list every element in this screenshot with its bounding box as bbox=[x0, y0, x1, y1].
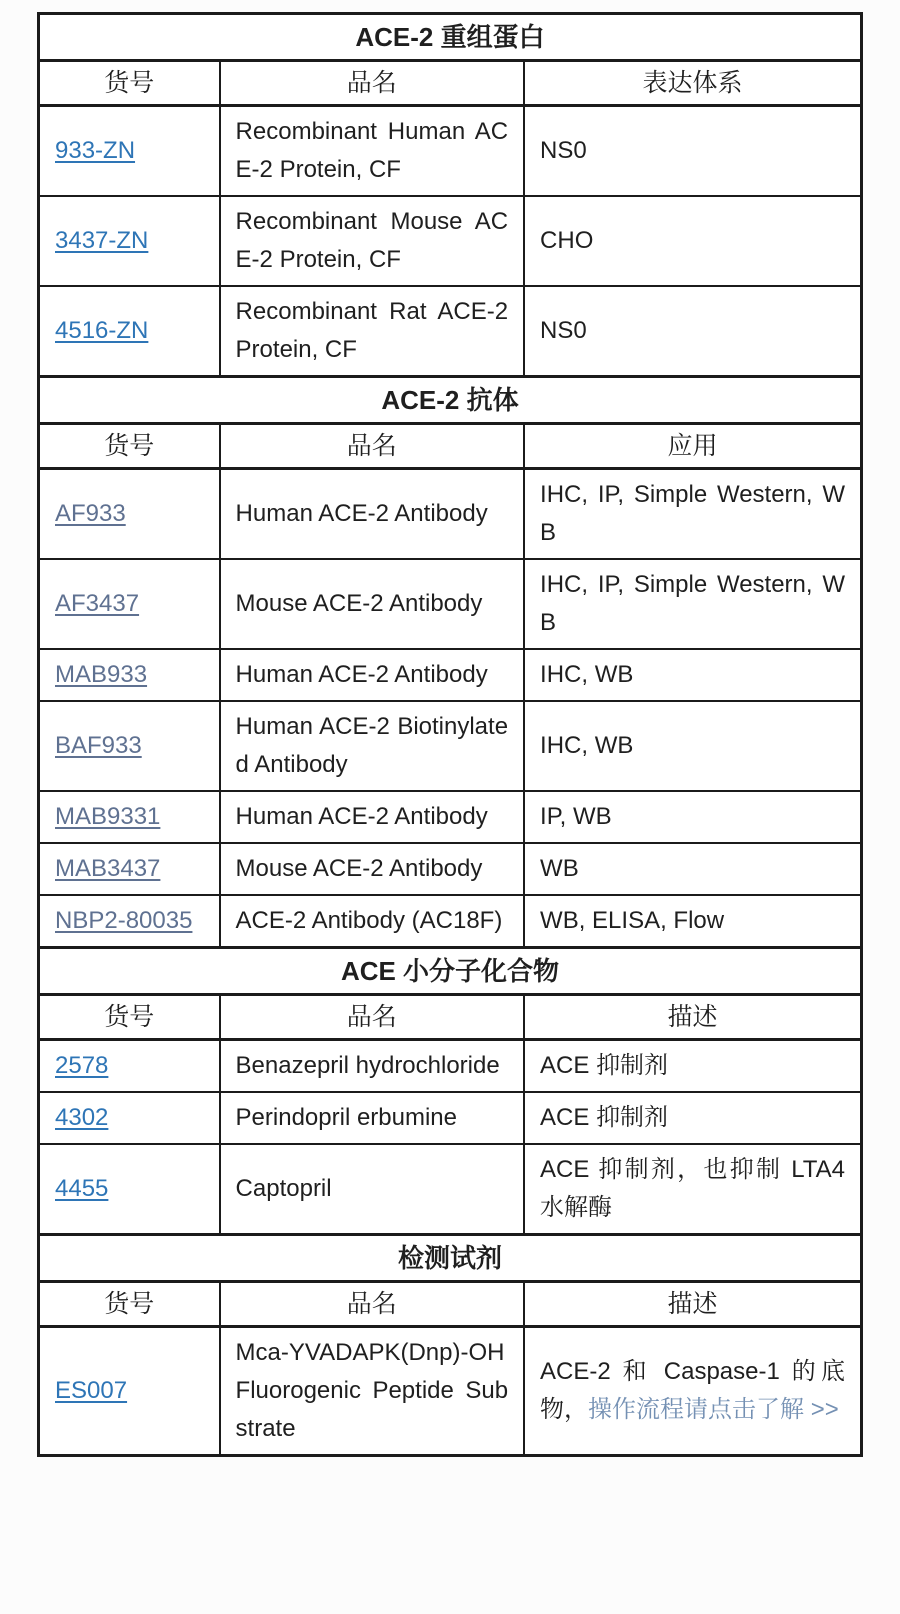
catalog-link[interactable]: AF3437 bbox=[55, 590, 140, 617]
catalog-link[interactable]: 4516-ZN bbox=[55, 317, 149, 344]
catalog-link[interactable]: ES007 bbox=[55, 1377, 128, 1404]
section-title: ACE-2 重组蛋白 bbox=[39, 14, 862, 61]
section-title: ACE 小分子化合物 bbox=[39, 948, 862, 995]
catalog-cell bbox=[39, 286, 220, 377]
column-header: 品名 bbox=[220, 1282, 525, 1327]
product-name: Perindopril erbumine bbox=[235, 1104, 457, 1131]
detail-text: ACE-2 和 Caspase-1 的底物， bbox=[540, 1358, 845, 1423]
detail-text: IHC, WB bbox=[540, 732, 634, 759]
product-name-cell bbox=[220, 843, 525, 895]
catalog-cell bbox=[39, 196, 220, 286]
product-name: Recombinant Human ACE-2 Protein, CF bbox=[235, 118, 509, 183]
column-header: 描述 bbox=[524, 995, 861, 1040]
detail-text: IHC, WB bbox=[540, 661, 634, 688]
detail-text: ACE 抑制剂 bbox=[540, 1104, 669, 1131]
table-row bbox=[39, 286, 862, 377]
table-row bbox=[39, 1092, 862, 1144]
product-name-cell bbox=[220, 1327, 525, 1456]
table-row bbox=[39, 106, 862, 197]
detail-text: CHO bbox=[540, 227, 594, 254]
product-name-cell bbox=[220, 106, 525, 197]
column-header: 品名 bbox=[220, 61, 525, 106]
column-header: 品名 bbox=[220, 424, 525, 469]
detail-text: WB, ELISA, Flow bbox=[540, 907, 725, 934]
table-row bbox=[39, 895, 862, 948]
product-name: Mouse ACE-2 Antibody bbox=[235, 855, 483, 882]
catalog-link[interactable]: 3437-ZN bbox=[55, 227, 149, 254]
detail-text: ACE 抑制剂 bbox=[540, 1052, 669, 1079]
section-title-row bbox=[39, 377, 862, 424]
section-title-row bbox=[39, 948, 862, 995]
product-name: Benazepril hydrochloride bbox=[235, 1052, 500, 1079]
product-name: Human ACE-2 Antibody bbox=[235, 803, 488, 830]
catalog-link[interactable]: MAB933 bbox=[55, 661, 148, 688]
product-name: Recombinant Rat ACE-2 Protein, CF bbox=[235, 298, 509, 363]
catalog-cell bbox=[39, 559, 220, 649]
table-row bbox=[39, 196, 862, 286]
section-title: ACE-2 抗体 bbox=[39, 377, 862, 424]
detail-text: NS0 bbox=[540, 317, 587, 344]
detail-text: IHC, IP, Simple Western, WB bbox=[540, 571, 845, 636]
table-row bbox=[39, 1327, 862, 1456]
catalog-link[interactable]: 4455 bbox=[55, 1175, 109, 1202]
product-name-cell bbox=[220, 791, 525, 843]
detail-cell bbox=[524, 469, 861, 560]
table-row bbox=[39, 791, 862, 843]
column-header-row bbox=[39, 1282, 862, 1327]
detail-cell bbox=[524, 649, 861, 701]
catalog-link[interactable]: 2578 bbox=[55, 1052, 109, 1079]
product-name: Mouse ACE-2 Antibody bbox=[235, 590, 483, 617]
product-name: Human ACE-2 Antibody bbox=[235, 661, 488, 688]
catalog-link[interactable]: 4302 bbox=[55, 1104, 109, 1131]
section-title-row bbox=[39, 14, 862, 61]
detail-cell bbox=[524, 701, 861, 791]
detail-cell bbox=[524, 843, 861, 895]
product-name: Recombinant Mouse ACE-2 Protein, CF bbox=[235, 208, 509, 273]
detail-text: IP, WB bbox=[540, 803, 612, 830]
product-name-cell bbox=[220, 701, 525, 791]
detail-text: WB bbox=[540, 855, 579, 882]
product-name-cell bbox=[220, 1144, 525, 1235]
table-row bbox=[39, 701, 862, 791]
product-name-cell bbox=[220, 1040, 525, 1093]
detail-cell bbox=[524, 106, 861, 197]
column-header: 货号 bbox=[39, 995, 220, 1040]
column-header: 表达体系 bbox=[524, 61, 861, 106]
protocol-link[interactable]: 操作流程请点击了解 >> bbox=[588, 1396, 839, 1423]
catalog-cell bbox=[39, 1144, 220, 1235]
catalog-link[interactable]: MAB3437 bbox=[55, 855, 161, 882]
section-title-row bbox=[39, 1235, 862, 1282]
catalog-cell bbox=[39, 1327, 220, 1456]
catalog-cell bbox=[39, 106, 220, 197]
catalog-link[interactable]: AF933 bbox=[55, 500, 126, 527]
product-name-cell bbox=[220, 559, 525, 649]
table-row bbox=[39, 469, 862, 560]
product-name: Mca-YVADAPK(Dnp)-OH Fluorogenic Peptide Substrate bbox=[235, 1339, 509, 1442]
catalog-cell bbox=[39, 469, 220, 560]
column-header: 品名 bbox=[220, 995, 525, 1040]
catalog-cell bbox=[39, 701, 220, 791]
column-header-row bbox=[39, 61, 862, 106]
column-header: 货号 bbox=[39, 1282, 220, 1327]
product-name-cell bbox=[220, 469, 525, 560]
catalog-link[interactable]: NBP2-80035 bbox=[55, 907, 193, 934]
table-row bbox=[39, 1144, 862, 1235]
detail-text: NS0 bbox=[540, 137, 587, 164]
detail-cell bbox=[524, 286, 861, 377]
detail-cell bbox=[524, 559, 861, 649]
catalog-cell bbox=[39, 1092, 220, 1144]
detail-text: ACE 抑制剂，也抑制 LTA4 水解酶 bbox=[540, 1156, 845, 1221]
detail-cell bbox=[524, 1040, 861, 1093]
product-name-cell bbox=[220, 196, 525, 286]
catalog-link[interactable]: 933-ZN bbox=[55, 137, 136, 164]
detail-cell bbox=[524, 895, 861, 948]
detail-cell bbox=[524, 1327, 861, 1456]
catalog-cell bbox=[39, 649, 220, 701]
catalog-cell bbox=[39, 843, 220, 895]
detail-cell bbox=[524, 1092, 861, 1144]
product-name: Captopril bbox=[235, 1175, 332, 1202]
detail-text: IHC, IP, Simple Western, WB bbox=[540, 481, 845, 546]
product-name-cell bbox=[220, 895, 525, 948]
catalog-link[interactable]: MAB9331 bbox=[55, 803, 161, 830]
column-header: 货号 bbox=[39, 424, 220, 469]
detail-cell bbox=[524, 791, 861, 843]
table-row bbox=[39, 1040, 862, 1093]
table-row bbox=[39, 649, 862, 701]
section-title: 检测试剂 bbox=[39, 1235, 862, 1282]
detail-cell bbox=[524, 1144, 861, 1235]
product-name: Human ACE-2 Antibody bbox=[235, 500, 488, 527]
product-name: ACE-2 Antibody (AC18F) bbox=[235, 907, 503, 934]
column-header-row bbox=[39, 995, 862, 1040]
catalog-cell bbox=[39, 895, 220, 948]
product-name: Human ACE-2 Biotinylated Antibody bbox=[235, 713, 509, 778]
product-name-cell bbox=[220, 286, 525, 377]
catalog-cell bbox=[39, 1040, 220, 1093]
product-name-cell bbox=[220, 1092, 525, 1144]
product-table bbox=[37, 12, 863, 1457]
column-header: 货号 bbox=[39, 61, 220, 106]
catalog-link[interactable]: BAF933 bbox=[55, 732, 142, 759]
product-name-cell bbox=[220, 649, 525, 701]
column-header-row bbox=[39, 424, 862, 469]
table-row bbox=[39, 559, 862, 649]
detail-cell bbox=[524, 196, 861, 286]
column-header: 应用 bbox=[524, 424, 861, 469]
table-row bbox=[39, 843, 862, 895]
catalog-cell bbox=[39, 791, 220, 843]
column-header: 描述 bbox=[524, 1282, 861, 1327]
